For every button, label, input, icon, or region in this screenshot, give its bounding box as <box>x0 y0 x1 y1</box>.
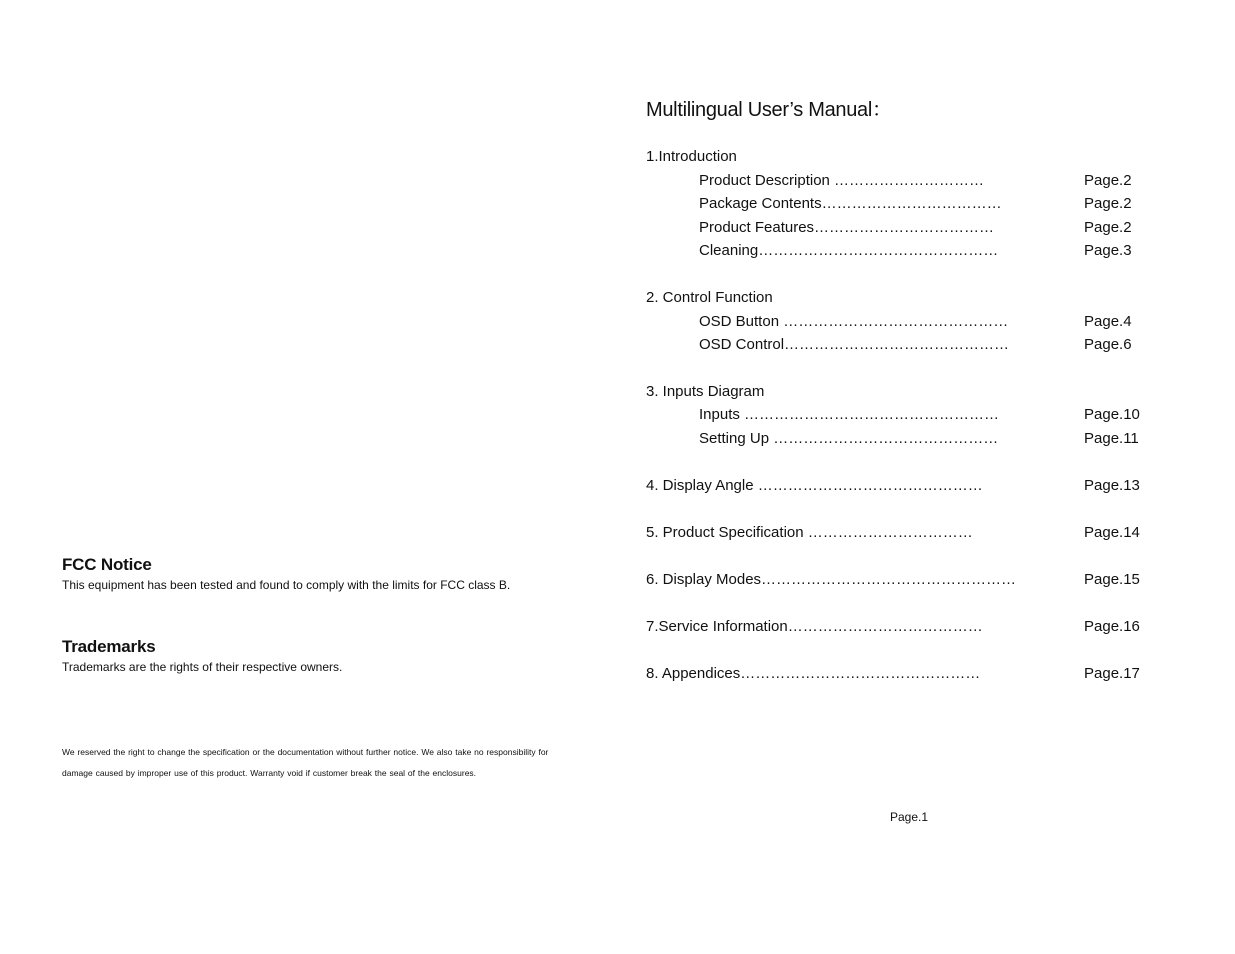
toc-entry-label: Product Features……………………………… <box>699 219 995 236</box>
toc-section-inputs-diagram <box>646 380 1206 404</box>
toc-entry-label: OSD Button ……………………………………… <box>699 313 1009 330</box>
toc-entry-label: Setting Up ……………………………………… <box>699 430 999 447</box>
toc-page-ref: Page.2 <box>1084 219 1132 236</box>
toc-entry-label: Package Contents……………………………… <box>699 195 1002 212</box>
toc-section-control-function <box>646 286 1206 310</box>
toc-entry-label: 7.Service Information………………………………… <box>646 618 983 635</box>
fcc-notice-heading: FCC Notice <box>62 555 152 574</box>
toc-entry-label: 5. Product Specification …………………………… <box>646 524 973 541</box>
toc-entry-label: Cleaning………………………………………… <box>699 242 999 259</box>
disclaimer-text: We reserved the right to change the specification or the documentation without further notice. We also take no responsibility for damage caused by improper use of this product. Warranty void if customer break the seal of the enclosures. <box>62 747 549 778</box>
toc-entry-product-specification <box>646 521 1206 545</box>
manual-title: Multilingual User’s Manual： <box>646 99 892 121</box>
toc-page-ref: Page.11 <box>1084 430 1139 447</box>
toc-entry-label: OSD Control……………………………………… <box>699 336 1010 353</box>
trademarks-text: Trademarks are the rights of their respective owners. <box>62 660 343 674</box>
toc-page-ref: Page.10 <box>1084 406 1140 423</box>
toc-entry-inputs <box>646 403 1206 427</box>
toc-entry-label: 1.Introduction <box>646 148 737 165</box>
toc-page-ref: Page.16 <box>1084 618 1140 635</box>
toc-page-ref: Page.15 <box>1084 571 1140 588</box>
toc-page-ref: Page.6 <box>1084 336 1132 353</box>
toc-page-ref: Page.2 <box>1084 195 1132 212</box>
toc-entry-setting-up <box>646 427 1206 451</box>
toc-entry-label: Inputs …………………………………………… <box>699 406 1000 423</box>
toc-entry-package-contents <box>646 192 1206 216</box>
fcc-notice-text: This equipment has been tested and found to comply with the limits for FCC class B. <box>62 578 511 592</box>
toc-entry-osd-control <box>646 333 1206 357</box>
toc-entry-display-modes <box>646 568 1206 592</box>
toc-entry-label: 8. Appendices………………………………………… <box>646 665 981 682</box>
trademarks-heading: Trademarks <box>62 637 156 656</box>
toc-page-ref: Page.4 <box>1084 313 1132 330</box>
toc-entry-display-angle <box>646 474 1206 498</box>
toc-section-introduction <box>646 145 1206 169</box>
fcc-notice-section <box>62 553 510 593</box>
toc-entry-label: 4. Display Angle ……………………………………… <box>646 477 983 494</box>
table-of-contents-panel <box>646 95 1206 682</box>
toc-entry-label: Product Description ………………………… <box>699 172 985 189</box>
toc-entry-product-description <box>646 169 1206 193</box>
toc-page-ref: Page.17 <box>1084 665 1140 682</box>
toc-entry-appendices <box>646 662 1206 686</box>
toc-page-ref: Page.13 <box>1084 477 1140 494</box>
toc-entry-cleaning <box>646 239 1206 263</box>
toc-page-ref: Page.14 <box>1084 524 1140 541</box>
toc-page-ref: Page.2 <box>1084 172 1132 189</box>
toc-entry-label: 2. Control Function <box>646 289 773 306</box>
toc-entry-service-information <box>646 615 1206 639</box>
toc-entry-label: 3. Inputs Diagram <box>646 383 765 400</box>
page-number: Page.1 <box>890 810 929 824</box>
toc-entry-product-features <box>646 216 1206 240</box>
toc-entry-label: 6. Display Modes…………………………………………… <box>646 571 1017 588</box>
trademarks-section <box>62 635 342 675</box>
toc-page-ref: Page.3 <box>1084 242 1132 259</box>
toc-entry-osd-button <box>646 310 1206 334</box>
